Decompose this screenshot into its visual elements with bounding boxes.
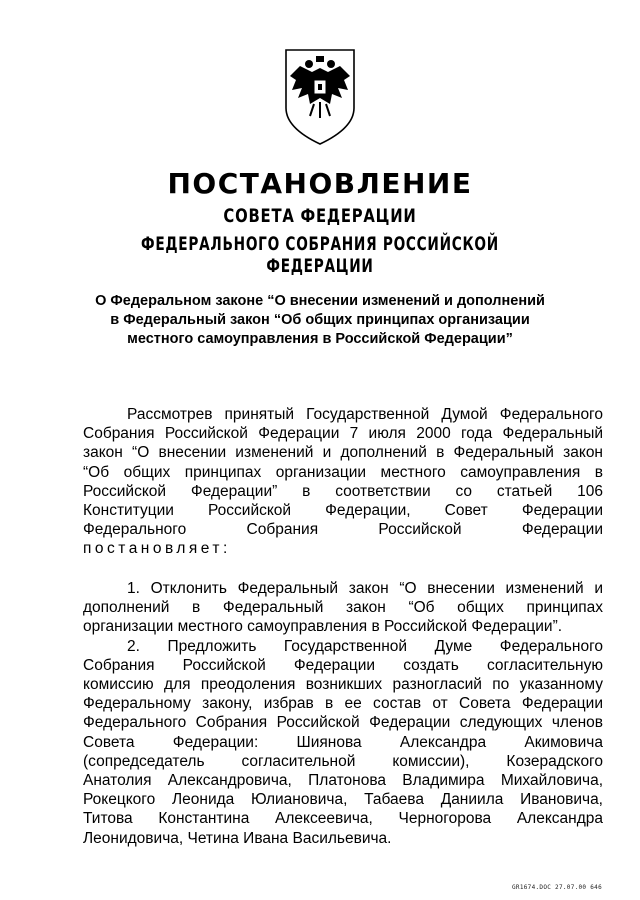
- item-2-line: Леонидовича, Четина Ивана Васильевича.: [83, 829, 392, 847]
- item-2-line: Рокецкого Леонида Юлиановича, Табаева Даниила Ивановича,: [83, 791, 603, 809]
- item-2-line: комиссию для преодоления возникших разногласий по указанному: [83, 676, 603, 694]
- resolves-word: постановляет:: [83, 540, 231, 558]
- item-2-line: Федерального Собрания Российской Федерации следующих членов: [83, 714, 603, 732]
- coat-of-arms-icon: [282, 46, 358, 146]
- item-2-line: Титова Константина Алексеевича, Черногорова Александра: [83, 810, 603, 828]
- item-2-line: 2. Предложить Государственной Думе Федерального: [127, 637, 603, 655]
- subject-line: О Федеральном законе “О внесении изменений и дополнений: [95, 293, 545, 309]
- item-2-line: Анатолия Александровича, Платонова Владимира Михайловича,: [83, 772, 603, 790]
- item-1-line: 1. Отклонить Федеральный закон “О внесении изменений и: [127, 580, 603, 597]
- text-line: Российской Федерации” в соответствии со статьей 106: [83, 482, 603, 500]
- subject-line: в Федеральный закон “Об общих принципах организации: [110, 312, 530, 328]
- item-1-line: дополнений в Федеральный закон “Об общих принципах: [83, 599, 603, 617]
- document-title: ПОСТАНОВЛЕНИЕ: [167, 167, 473, 200]
- item-2-line: (сопредседатель согласительной комиссии), Козерадского: [83, 752, 603, 770]
- text-line: “Об общих принципах организации местного самоуправления в: [83, 463, 603, 481]
- item-1-line: организации местного самоуправления в Российской Федерации”.: [83, 618, 563, 636]
- issuer-line-1: СОВЕТА ФЕДЕРАЦИИ: [223, 205, 417, 227]
- text-line: Конституции Российской Федерации, Совет Федерации: [83, 502, 603, 520]
- item-2-line: Собрания Российской Федерации создать согласительную: [83, 656, 603, 674]
- issuer-line-2: ФЕДЕРАЛЬНОГО СОБРАНИЯ РОССИЙСКОЙ ФЕДЕРАЦИИ: [141, 233, 499, 277]
- item-2-line: Федеральному закону, избрав в ее состав от Совета Федерации: [83, 695, 603, 713]
- item-2-line: Совета Федерации: Шиянова Александра Акимовича: [83, 733, 603, 751]
- text-line: закон “О внесении изменений и дополнений в Федеральный закон: [83, 444, 603, 462]
- text-line: Рассмотрев принятый Государственной Думой Федерального: [127, 406, 603, 423]
- resolution-items: [83, 579, 603, 848]
- preamble-paragraph: [83, 405, 603, 559]
- file-reference: GR1674.DOC 27.07.00 646: [512, 884, 602, 891]
- text-line: Собрания Российской Федерации 7 июля 2000 года Федеральный: [83, 425, 603, 443]
- subject-line: местного самоуправления в Российской Федерации”: [127, 331, 513, 347]
- resolution-subject: [60, 292, 580, 349]
- text-line: Федерального Собрания Российской Федерации: [83, 521, 603, 539]
